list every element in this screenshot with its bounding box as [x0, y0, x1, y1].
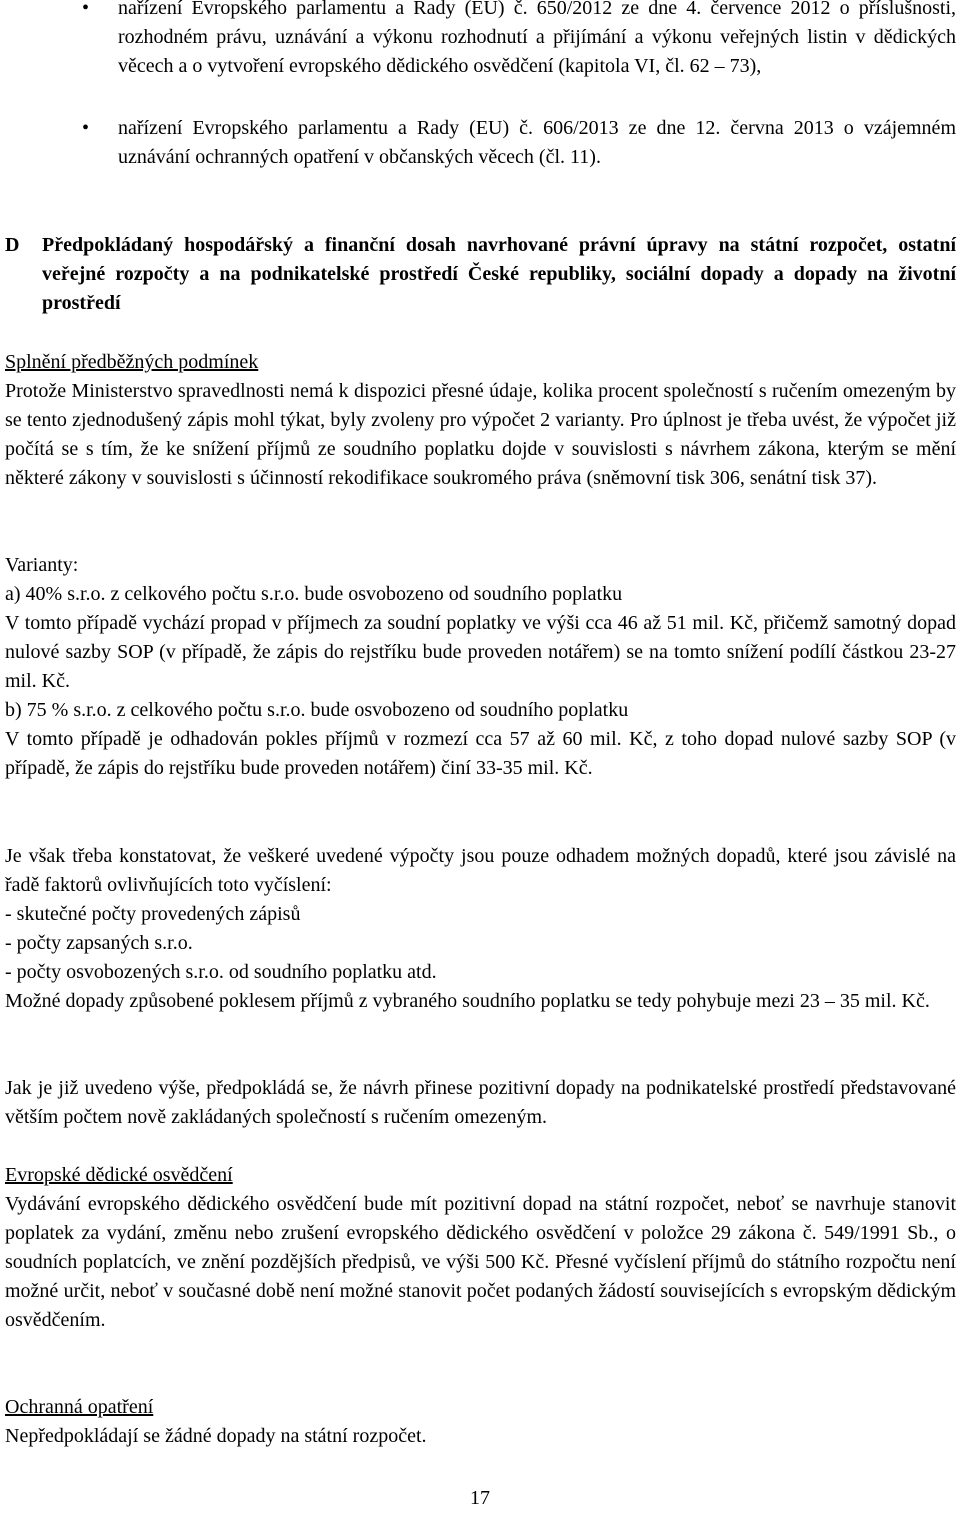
list-item	[82, 114, 956, 172]
splneni-section	[5, 348, 956, 493]
bullet-icon: •	[82, 0, 90, 19]
evropske-section	[5, 1161, 956, 1335]
bullet-text: nařízení Evropského parlamentu a Rady (EU) č. 606/2013 ze dne 12. června 2013 o vzájemném uznávání ochranných opatření v občanských věcech (čl. 11).	[118, 117, 956, 168]
ochranna-section	[5, 1393, 956, 1451]
list-item	[82, 0, 956, 81]
section-letter: D	[5, 234, 20, 256]
variant-a-text: V tomto případě vychází propad v příjmech za soudní poplatky ve výši cca 46 až 51 mil. Kč, přičemž samotný dopad nulové sazby SOP (v případě, že zápis do rejstříku bude proveden notářem) se na tomto snížení podílí částkou 23-27 mil. Kč.	[5, 612, 956, 692]
list-item: - počty zapsaných s.r.o.	[5, 932, 193, 954]
list-item: - počty osvobozených s.r.o. od soudního poplatku atd.	[5, 961, 437, 983]
bullet-icon: •	[82, 117, 90, 139]
paragraph: Nepředpokládají se žádné dopady na státní rozpočet.	[5, 1425, 427, 1447]
variant-b-text: V tomto případě je odhadován pokles příjmů v rozmezí cca 57 až 60 mil. Kč, z toho dopad nulové sazby SOP (v případě, že zápis do rejstříku bude proveden notářem) činí 33-35 mil. Kč.	[5, 728, 956, 779]
paragraph: Protože Ministerstvo spravedlnosti nemá k dispozici přesné údaje, kolika procent společností s ručením omezeným by se tento zjednodušený zápis mohl týkat, byly zvoleny pro výpočet 2 varianty. Pro úplnost je třeba uvést, že výpočet již počítá se s tím, že ke snížení příjmů ze soudního poplatku dojde v souvislosti s návrhem zákona, kterým se mění některé zákony v souvislosti s účinností rekodifikace soukromého práva (sněmovní tisk 306, senátní tisk 37).	[5, 380, 956, 489]
bullet-text: nařízení Evropského parlamentu a Rady (EU) č. 650/2012 ze dne 4. července 2012 o příslušnosti, rozhodném právu, uznávání a výkonu rozhodnutí a přijímání a výkonu veřejných listin v dědických věcech a o vytvoření evropského dědického osvědčení (kapitola VI, čl. 62 – 73),	[118, 0, 956, 77]
paragraph: Jak je již uvedeno výše, předpokládá se, že návrh přinese pozitivní dopady na podnikatelské prostředí představované větším počtem nově zakládaných společností s ručením omezeným.	[5, 1077, 956, 1128]
variant-a-title: a) 40% s.r.o. z celkového počtu s.r.o. bude osvobozeno od soudního poplatku	[5, 583, 623, 605]
paragraph: Vydávání evropského dědického osvědčení bude mít pozitivní dopad na státní rozpočet, neboť se navrhuje stanovit poplatek za vydání, změnu nebo zrušení evropského dědického osvědčení v položce 29 zákona č. 549/1991 Sb., o soudních poplatcích, ve znění pozdějších předpisů, ve výši 500 Kč. Přesné vyčíslení příjmů do státního rozpočtu není možné určit, neboť v současné době není možné stanovit počet podaných žádostí souvisejících s evropským dědickým osvědčením.	[5, 1193, 956, 1331]
variant-b-title: b) 75 % s.r.o. z celkového počtu s.r.o. bude osvobozeno od soudního poplatku	[5, 699, 629, 721]
varianty-label: Varianty:	[5, 554, 79, 576]
page-number: 17	[470, 1487, 490, 1509]
section-title: Předpokládaný hospodářský a finanční dosah navrhované právní úpravy na státní rozpočet, ostatní veřejné rozpočty a na podnikatelské prostředí České republiky, sociální dopady a dopady na životní prostředí	[42, 234, 956, 314]
subsection-heading: Splnění předběžných podmínek	[5, 351, 259, 373]
paragraph: Je však třeba konstatovat, že veškeré uvedené výpočty jsou pouze odhadem možných dopadů, které jsou závislé na řadě faktorů ovlivňujících toto vyčíslení:	[5, 845, 956, 896]
subsection-heading: Evropské dědické osvědčení	[5, 1164, 233, 1186]
varianty-section	[5, 551, 956, 783]
paragraph: Možné dopady způsobené poklesem příjmů z vybraného soudního poplatku se tedy pohybuje mezi 23 – 35 mil. Kč.	[5, 990, 930, 1012]
konstatovani-section	[5, 842, 956, 1016]
list-item: - skutečné počty provedených zápisů	[5, 903, 301, 925]
subsection-heading: Ochranná opatření	[5, 1396, 154, 1418]
